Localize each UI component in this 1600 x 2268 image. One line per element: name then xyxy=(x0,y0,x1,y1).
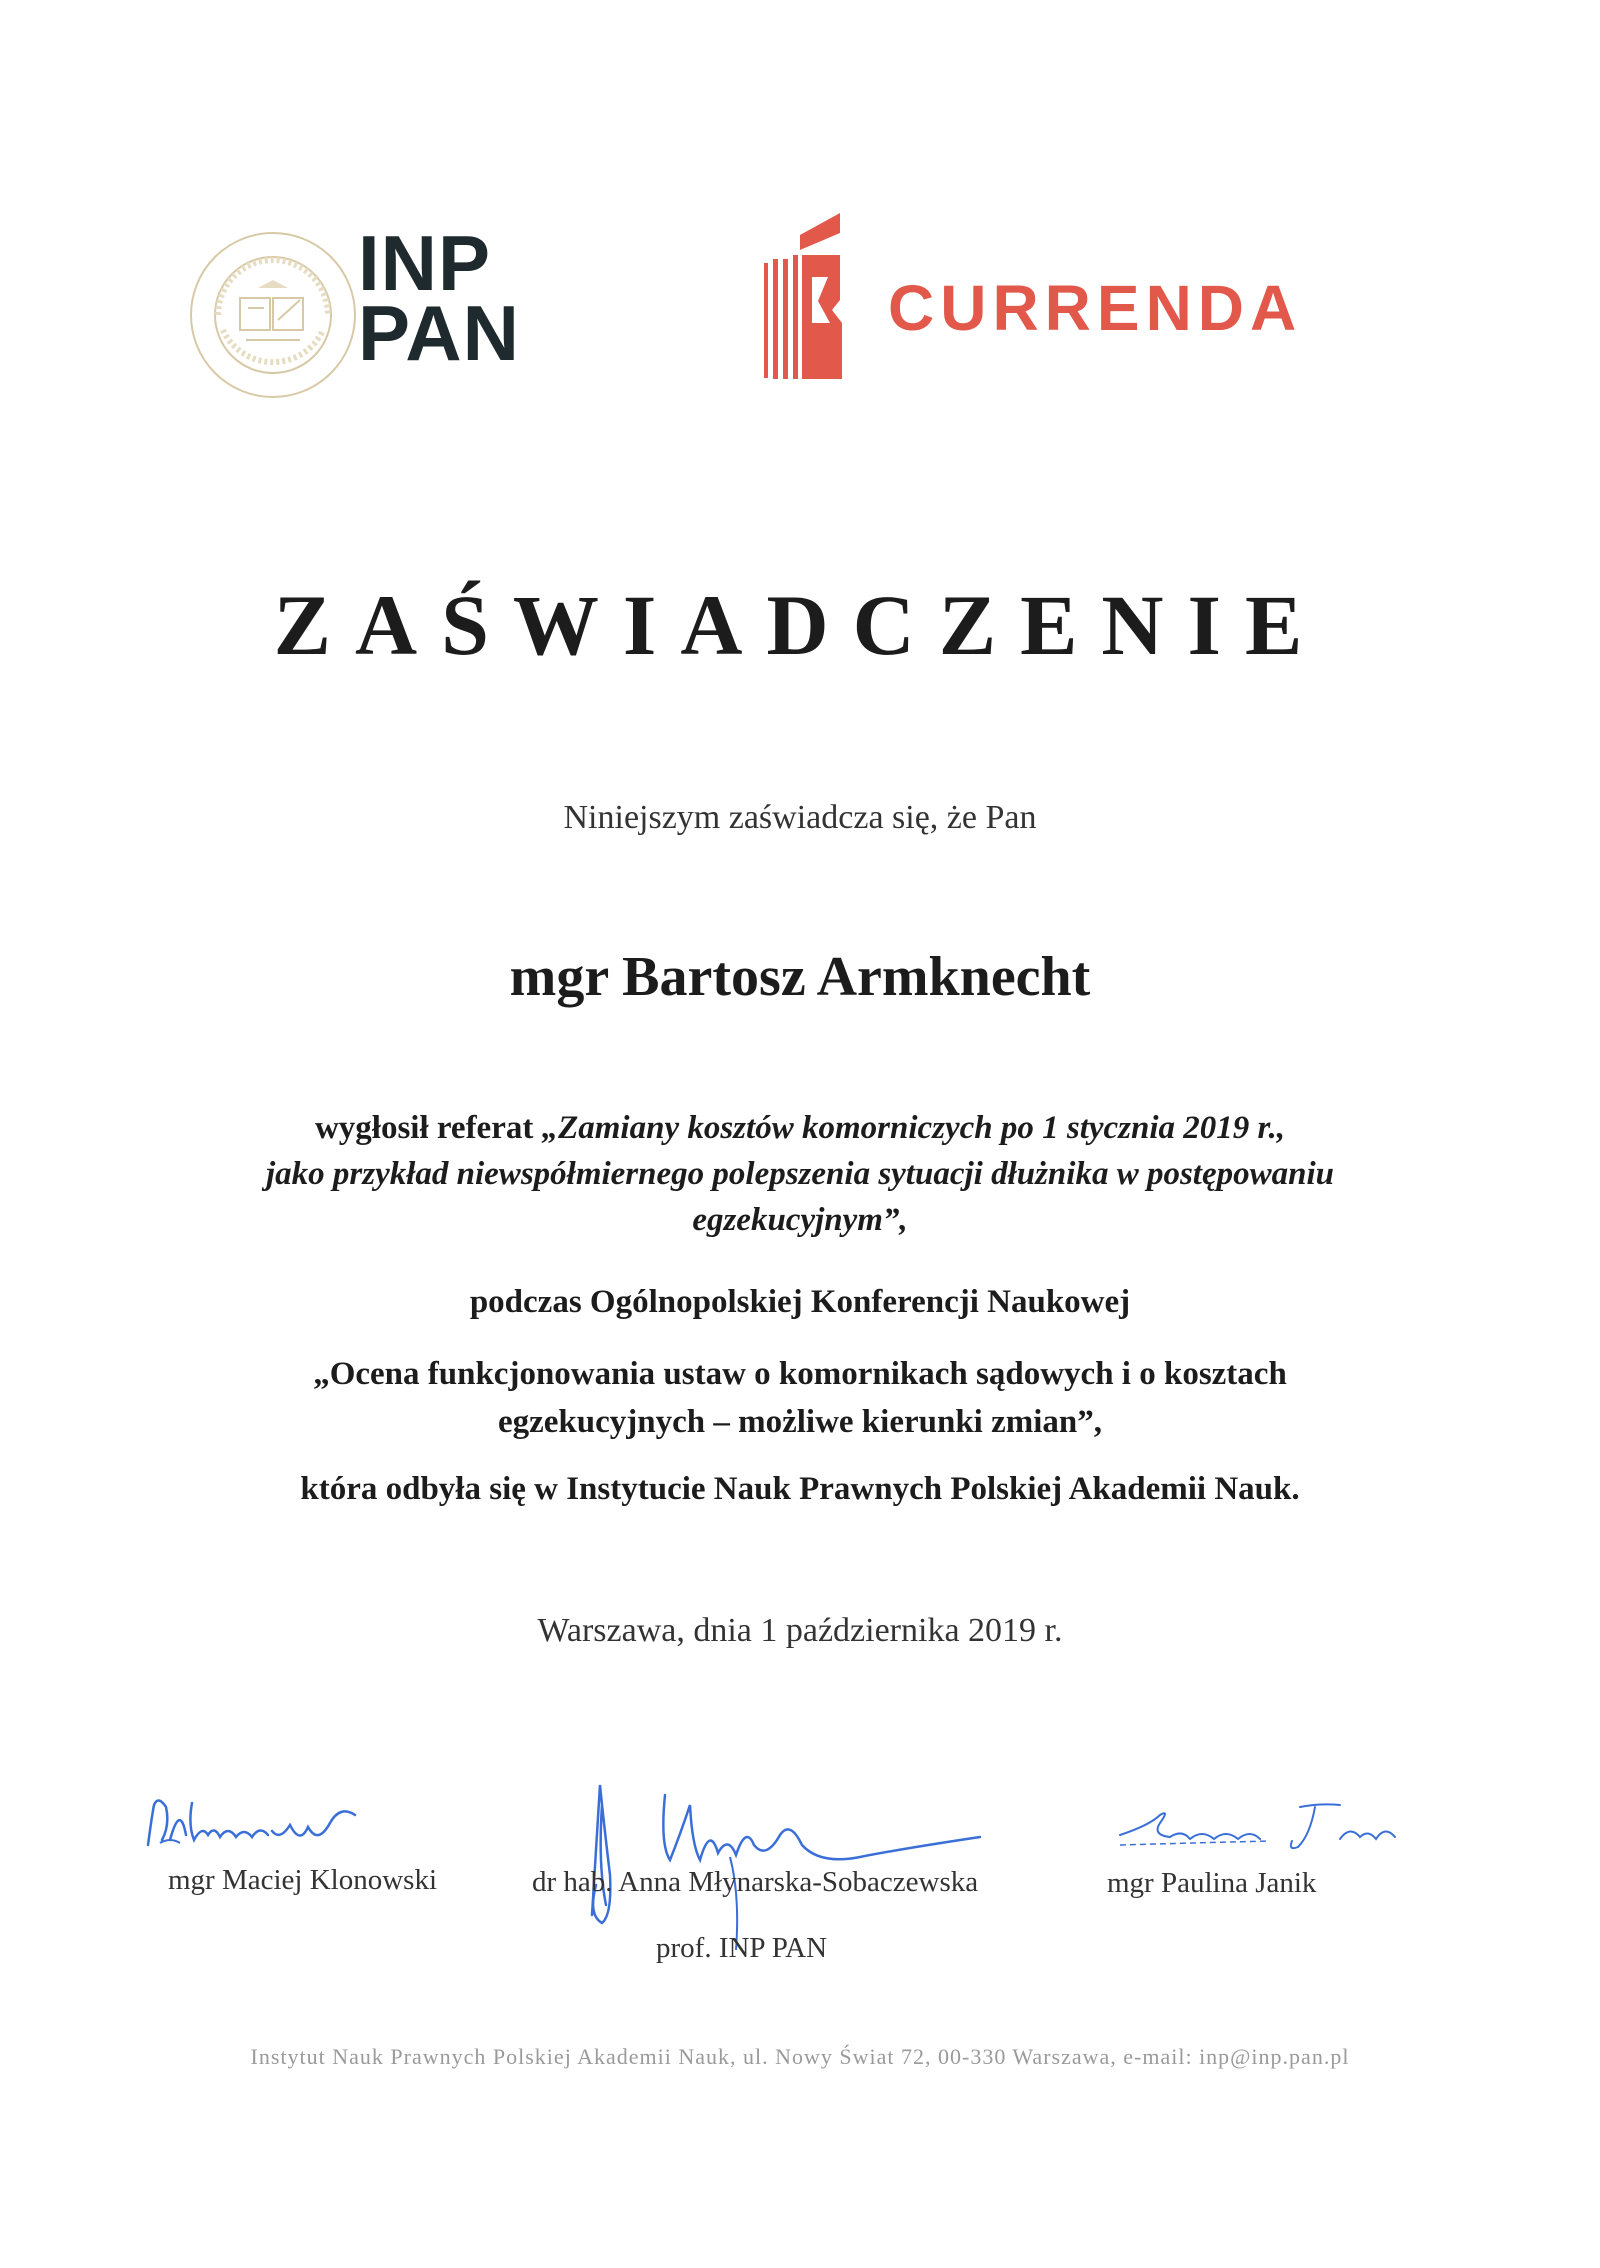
inp-pan-logo-text xyxy=(358,219,520,377)
person-name: mgr Bartosz Armknecht xyxy=(509,946,1091,1008)
footer-address: Instytut Nauk Prawnych Polskiej Akademii Nauk, ul. Nowy Świat 72, 00-330 Warszawa, e-mail: inp@inp.pan.pl xyxy=(250,2044,1350,2069)
lecture-lead: wygłosił referat xyxy=(314,1110,542,1146)
lecture-title-line2: jako przykład niewspółmiernego polepszenia sytuacji dłużnika w postępowaniu xyxy=(265,1156,1335,1192)
venue-text: która odbyła się w Instytucie Nauk Prawnych Polskiej Akademii Nauk. xyxy=(300,1471,1300,1507)
intro-text: Niniejszym zaświadcza się, że Pan xyxy=(563,799,1037,836)
lecture-block xyxy=(0,1105,1600,1243)
signature-mlynarska xyxy=(540,1765,990,1955)
currenda-logo-icon xyxy=(762,205,862,383)
conference-title xyxy=(0,1350,1600,1446)
currenda-logo-text: CURRENDA xyxy=(888,272,1303,344)
conference-title-line1: „Ocena funkcjonowania ustaw o komornikach sądowych i o kosztach xyxy=(313,1356,1287,1392)
signer-name: mgr Paulina Janik xyxy=(1107,1867,1317,1899)
signature-janik xyxy=(1110,1795,1410,1865)
during-text: podczas Ogólnopolskiej Konferencji Naukowej xyxy=(469,1284,1131,1320)
lecture-title-line3: egzekucyjnym”, xyxy=(692,1202,908,1238)
certificate-title: ZAŚWIADCZENIE xyxy=(273,577,1327,673)
signer-name: mgr Maciej Klonowski xyxy=(168,1864,438,1896)
inp-logo-line2: PAN xyxy=(358,289,520,377)
inp-pan-seal-icon xyxy=(188,230,358,400)
signature-klonowski xyxy=(140,1785,420,1865)
signer-name: dr hab. Anna Młynarska-Sobaczewska xyxy=(532,1866,979,1898)
conference-title-line2: egzekucyjnych – możliwe kierunki zmian”, xyxy=(497,1404,1103,1440)
lecture-title-line1: „Zamiany kosztów komorniczych po 1 stycznia 2019 r., xyxy=(541,1110,1286,1146)
inp-logo-line1: INP xyxy=(358,219,492,307)
place-date: Warszawa, dnia 1 października 2019 r. xyxy=(537,1612,1063,1649)
signer-title: prof. INP PAN xyxy=(656,1932,828,1964)
